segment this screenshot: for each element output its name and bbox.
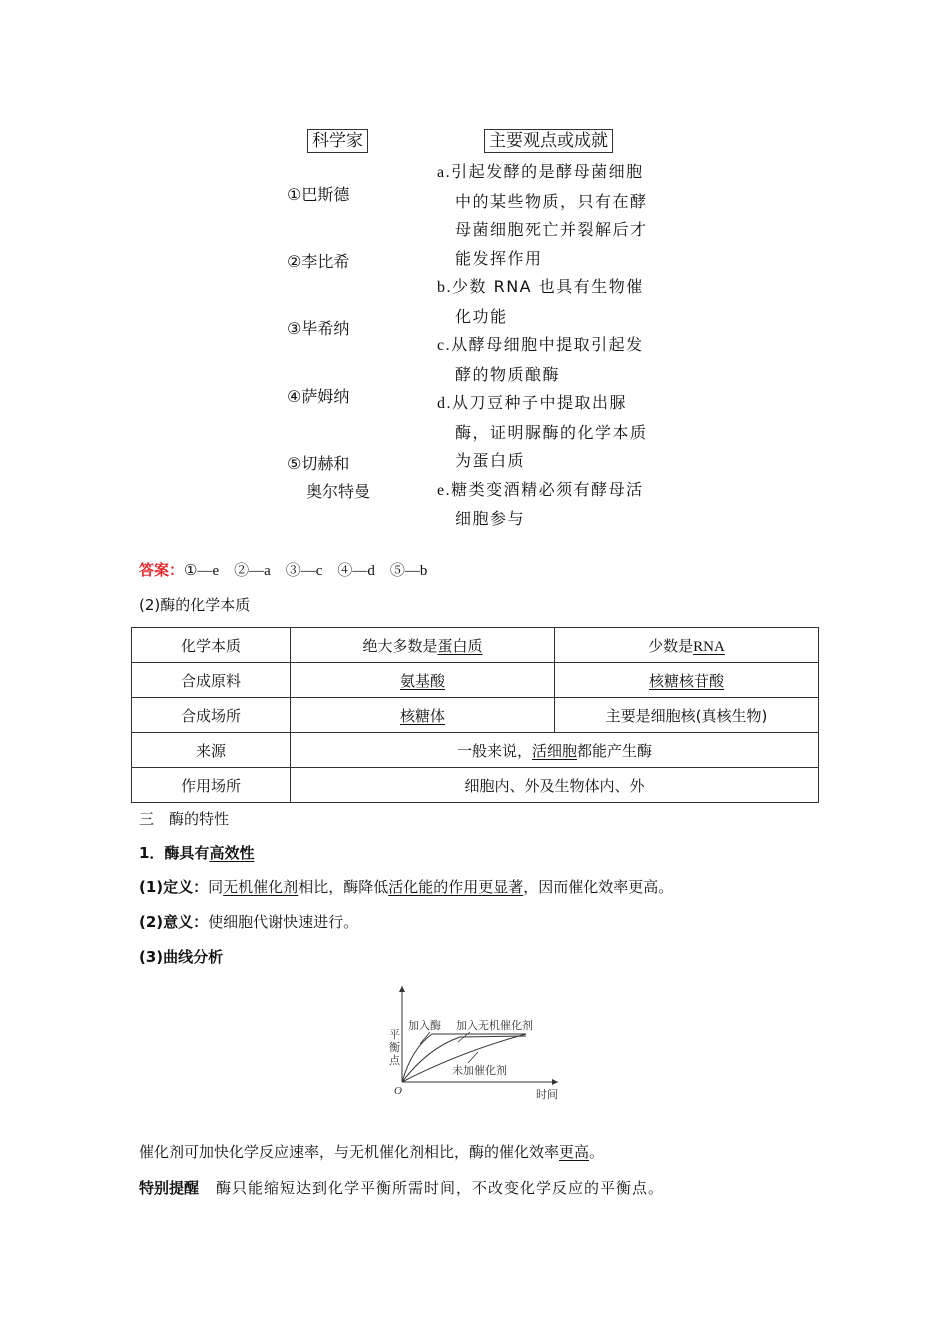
conclusion-end: 。 — [589, 1143, 605, 1161]
row-label-nature: 化学本质 — [132, 628, 291, 663]
definition-label: (1)定义： — [139, 878, 209, 896]
view-header: 主要观点或成就 — [484, 129, 613, 153]
view-a-letter: a. — [437, 164, 452, 181]
section3-title: 三 酶的特性 — [139, 810, 230, 828]
meaning-label: (2)意义： — [139, 913, 209, 931]
answer-text: ①—e ②—a ③—c ④—d ⑤—b — [184, 563, 428, 579]
view-c-line2: 酵的物质酿酶 — [455, 364, 561, 384]
underlined-answer: 活化能的作用更显著 — [388, 878, 524, 896]
view-a-line3: 母菌细胞死亡并裂解后才 — [455, 220, 648, 239]
series-label-inorganic: 加入无机催化剂 — [456, 1019, 533, 1032]
scientist-header: 科学家 — [307, 129, 368, 153]
scientist-1: ①巴斯德 — [287, 185, 350, 204]
definition-line — [139, 876, 673, 898]
view-d — [437, 389, 673, 476]
table-row — [132, 663, 819, 698]
scientist-5-line2: 奥尔特曼 — [306, 482, 371, 501]
view-b-letter: b. — [437, 279, 452, 296]
row-label-material: 合成原料 — [132, 663, 291, 698]
section2-title: (2)酶的化学本质 — [139, 596, 251, 614]
table-row — [132, 628, 819, 663]
views-list — [437, 158, 673, 534]
view-c-letter: c. — [437, 337, 452, 354]
enzyme-curve-chart — [380, 980, 570, 1105]
scientist-3: ③毕希纳 — [287, 319, 350, 338]
x-axis-label: 时间 — [536, 1088, 558, 1101]
cell-action-site: 细胞内、外及生物体内、外 — [291, 768, 819, 803]
cell-text: 绝大多数是 — [362, 636, 438, 655]
view-a-line1: 引起发酵的是酵母菌细胞 — [451, 162, 644, 181]
point1-heading — [139, 842, 254, 864]
meaning-text: 使细胞代谢快速进行。 — [208, 913, 359, 931]
tip-text: 酶只能缩短达到化学平衡所需时间，不改变化学反应的平衡点。 — [216, 1179, 665, 1197]
table-row — [132, 768, 819, 803]
view-c — [437, 331, 673, 389]
view-e-line1: 糖类变酒精必须有酵母活 — [451, 479, 644, 499]
view-e-letter: e. — [437, 481, 452, 499]
curve-title: (3)曲线分析 — [139, 948, 224, 966]
cell-nature-a — [291, 628, 555, 663]
view-a-line2: 中的某些物质，只有在酵 — [455, 191, 648, 211]
series-label-enzyme: 加入酶 — [408, 1019, 441, 1032]
y-axis-label — [389, 1028, 404, 1067]
table-row — [132, 698, 819, 733]
cell-material-a — [291, 663, 555, 698]
underlined-answer: 氨基酸 — [399, 671, 445, 690]
underlined-answer: 无机催化剂 — [223, 878, 299, 896]
meaning-line — [139, 911, 358, 933]
cell-nature-b — [555, 628, 819, 663]
row-label-action-site: 作用场所 — [132, 768, 291, 803]
definition-text: ，因而催化效率更高。 — [523, 878, 674, 896]
view-a-line4: 能发挥作用 — [455, 248, 543, 268]
cell-text: 一般来说， — [456, 741, 532, 760]
scientist-4: ④萨姆纳 — [287, 387, 350, 406]
view-e — [437, 476, 673, 534]
leader-line — [468, 1052, 478, 1063]
tip-line — [139, 1177, 664, 1199]
view-d-line1: 从刀豆种子中提取出脲 — [452, 393, 628, 412]
underlined-answer: 高效性 — [209, 844, 255, 862]
definition-text: 同 — [208, 878, 224, 896]
row-label-site: 合成场所 — [132, 698, 291, 733]
tip-label: 特别提醒 — [139, 1179, 200, 1197]
answer-label: 答案： — [139, 561, 185, 579]
view-b-line1: 少数 RNA 也具有生物催 — [452, 277, 644, 296]
cell-material-b — [555, 663, 819, 698]
cell-site-b: 主要是细胞核(真核生物) — [555, 698, 819, 733]
table-row — [132, 733, 819, 768]
view-d-letter: d. — [437, 395, 452, 412]
view-b-line2: 化功能 — [455, 306, 508, 326]
answer-line — [139, 559, 427, 582]
scientist-5-line1: ⑤切赫和 — [287, 454, 350, 473]
conclusion-line — [139, 1141, 604, 1163]
underlined-answer: 蛋白质 — [437, 636, 483, 655]
definition-text: 相比，酶降低 — [298, 878, 389, 896]
row-label-source: 来源 — [132, 733, 291, 768]
view-e-line2: 细胞参与 — [455, 509, 526, 528]
underlined-answer: RNA — [693, 638, 725, 655]
cell-source — [291, 733, 819, 768]
conclusion-text: 催化剂可加快化学反应速率，与无机催化剂相比，酶的催化效率 — [139, 1143, 560, 1161]
underlined-answer: 更高 — [559, 1143, 590, 1161]
view-b — [437, 273, 673, 331]
y-label-char: 衡 — [389, 1041, 400, 1054]
cell-site-a — [291, 698, 555, 733]
y-label-char: 平 — [389, 1028, 400, 1041]
view-a — [437, 158, 673, 273]
enzyme-nature-table — [131, 627, 819, 803]
series-label-none: 未加催化剂 — [452, 1064, 507, 1077]
leader-line — [420, 1032, 430, 1044]
view-d-line3: 为蛋白质 — [455, 451, 526, 470]
underlined-answer: 核糖体 — [399, 706, 445, 725]
cell-text: 少数是 — [648, 636, 694, 655]
view-d-line2: 酶，证明脲酶的化学本质 — [455, 422, 648, 442]
origin-label: O — [394, 1085, 402, 1097]
underlined-answer: 核糖核苷酸 — [648, 671, 724, 690]
y-label-char: 点 — [389, 1054, 400, 1067]
scientist-5 — [287, 453, 370, 503]
cell-text: 都能产生酶 — [577, 741, 653, 760]
view-c-line1: 从酵母细胞中提取引起发 — [451, 335, 644, 354]
scientist-2: ②李比希 — [287, 252, 350, 271]
point1-text: 1．酶具有 — [139, 844, 210, 862]
underlined-answer: 活细胞 — [531, 741, 577, 760]
